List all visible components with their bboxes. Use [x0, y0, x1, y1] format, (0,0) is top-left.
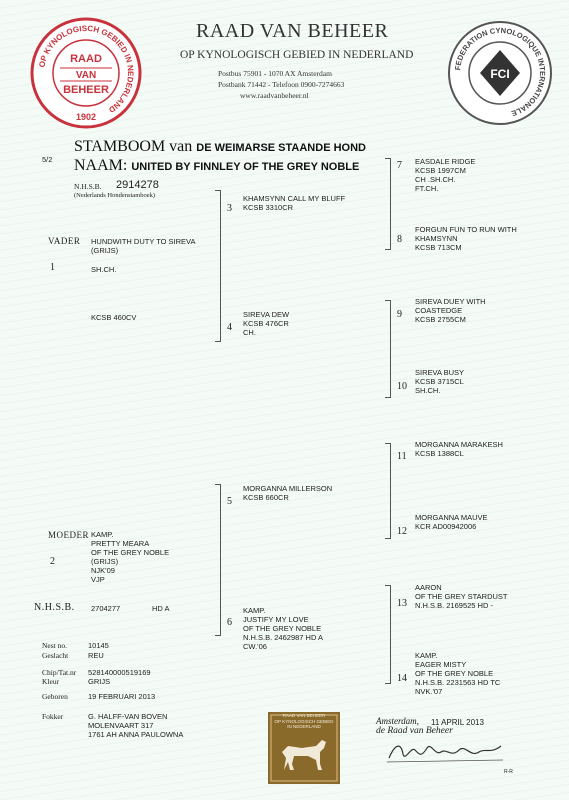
ggp-entry: MORGANNA MAUVE KCR AD00942006 — [415, 513, 488, 531]
ggp-entry: EASDALE RIDGE KCSB 1997CM CH .SH.CH. FT.CH. — [415, 157, 476, 193]
geboren-value: 19 FEBRUARI 2013 — [88, 692, 156, 701]
bracket-tick — [385, 443, 391, 444]
moeder-number: 2 — [50, 556, 55, 567]
bracket-tick — [385, 300, 391, 301]
chip-value: 528140000519169 — [88, 668, 151, 677]
ggp-entry: SIREVA BUSY KCSB 3715CL SH.CH. — [415, 368, 465, 395]
fokker-label: Fokker — [42, 712, 64, 721]
bracket-tick — [385, 158, 391, 159]
raad-van-beheer-seal — [30, 17, 142, 129]
vader-registration: KCSB 460CV — [91, 313, 137, 322]
kleur-label: Kleur — [42, 677, 60, 686]
logo-text: RAAD VAN BEHEER OP KYNOLOGISCH GEBIED IN NEDERLAND — [274, 713, 334, 729]
signature — [385, 736, 505, 766]
geslacht-label: Geslacht — [42, 651, 69, 660]
fci-ring-text: FEDERATION CYNOLOGIQUE INTERNATIONALE — [453, 25, 548, 119]
ggp-entry: SIREVA DUEY WITH COASTEDGE KCSB 2755CM — [415, 297, 486, 324]
geslacht-value: REU — [88, 651, 104, 660]
bracket-tick — [385, 683, 391, 684]
dog-name: UNITED BY FINNLEY OF THE GREY NOBLE — [131, 161, 360, 173]
sign-place: Amsterdam, — [376, 716, 419, 726]
nest-label: Nest no. — [42, 641, 67, 650]
moeder-hd: HD A — [152, 604, 170, 613]
fci-seal — [447, 20, 553, 126]
title-stamboom — [74, 138, 366, 156]
ggp-entry: KAMP. EAGER MISTY OF THE GREY NOBLE N.H.S.B. 2231563 HD TC NVK.'07 — [415, 651, 501, 696]
bracket-gp5 — [390, 443, 391, 539]
nhsb-full: (Nederlands Hondenstamboek) — [74, 192, 156, 199]
ggp-entry: FORGUN FUN TO RUN WITH KHAMSYNN KCSB 713CM — [415, 225, 517, 252]
moeder-nhsb-label: N.H.S.B. — [34, 602, 75, 613]
doc-code: R-R — [504, 769, 513, 775]
ggp-number: 8 — [397, 234, 402, 245]
seal-ring-text: OP KYNOLOGISCH GEBIED IN NEDERLAND — [37, 23, 136, 115]
vader-label: VADER — [48, 236, 81, 246]
org-address: Postbus 75901 - 1070 AX Amsterdam — [218, 69, 332, 78]
gp-number: 5 — [227, 496, 232, 507]
sign-date: 11 APRIL 2013 — [431, 718, 484, 727]
moeder-label: MOEDER — [48, 530, 89, 540]
seal-word-beheer: BEHEER — [63, 84, 109, 96]
org-phone: Postbank 71442 - Telefoon 0900-7274663 — [218, 80, 345, 89]
ggp-number: 12 — [397, 526, 407, 537]
nhsb-number: 2914278 — [116, 179, 159, 191]
geboren-label: Geboren — [42, 692, 68, 701]
gp-entry: MORGANNA MILLERSON KCSB 660CR — [243, 484, 333, 502]
gp-number: 6 — [227, 617, 232, 628]
breed-name: DE WEIMARSE STAANDE HOND — [196, 142, 366, 154]
bracket-tick — [215, 484, 221, 485]
ggp-entry: AARON OF THE GREY STARDUST N.H.S.B. 2169525 HD - — [415, 583, 508, 610]
bracket-tick — [385, 249, 391, 250]
bracket-gp6 — [390, 585, 391, 684]
org-title: RAAD VAN BEHEER — [196, 20, 389, 42]
nest-value: 10145 — [88, 641, 109, 650]
bracket-tick — [215, 635, 221, 636]
ggp-number: 10 — [397, 381, 407, 392]
ggp-number: 13 — [397, 598, 407, 609]
title-naam — [74, 157, 359, 175]
seal-word-raad: RAAD — [70, 53, 102, 65]
bracket-gp3 — [390, 158, 391, 250]
ggp-number: 7 — [397, 160, 402, 171]
moeder-name: KAMP. PRETTY MEARA OF THE GREY NOBLE (GRIJS) NJK'09 VJP — [91, 530, 170, 584]
chip-label: Chip/Tat.nr — [42, 668, 77, 677]
ggp-number: 11 — [397, 451, 407, 462]
ggp-number: 9 — [397, 309, 402, 320]
seal-year: 1902 — [75, 112, 97, 122]
org-website: www.raadvanbeheer.nl — [240, 91, 309, 100]
gp-entry: KHAMSYNN CALL MY BLUFF KCSB 3310CR — [243, 194, 346, 212]
org-subtitle: OP KYNOLOGISCH GEBIED IN NEDERLAND — [180, 49, 414, 61]
kleur-value: GRIJS — [88, 677, 111, 686]
bracket-tick — [385, 538, 391, 539]
gp-entry: SIREVA DEW KCSB 476CR CH. — [243, 310, 290, 337]
naam-label: NAAM: — [74, 157, 128, 174]
bracket-gp4 — [390, 300, 391, 398]
vader-number: 1 — [50, 262, 55, 273]
bracket-tick — [385, 585, 391, 586]
fokker-value: G. HALFF-VAN BOVEN MOLENVAART 317 1761 AH ANNA PAULOWNA — [88, 712, 184, 739]
bracket-tick — [215, 341, 221, 342]
gp-number: 3 — [227, 203, 232, 214]
stamboom-label: STAMBOOM van — [74, 138, 193, 155]
fci-center-text: FCI — [490, 67, 510, 81]
bracket-tick — [385, 397, 391, 398]
page-ref: 5/2 — [42, 155, 53, 164]
gp-number: 4 — [227, 322, 232, 333]
vader-name: HUNDWITH DUTY TO SIREVA (GRIJS) — [91, 237, 196, 255]
nhsb-label: N.H.S.B. — [74, 182, 102, 191]
bracket-vader — [220, 190, 221, 342]
bracket-moeder — [220, 484, 221, 636]
moeder-nhsb: 2704277 — [91, 604, 121, 613]
ggp-number: 14 — [397, 673, 407, 684]
ggp-entry: MORGANNA MARAKESH KCSB 1388CL — [415, 440, 503, 458]
seal-word-van: VAN — [75, 70, 97, 81]
signed-by: de Raad van Beheer — [376, 726, 453, 736]
bracket-tick — [215, 190, 221, 191]
gp-entry: KAMP. JUSTIFY MY LOVE OF THE GREY NOBLE N.H.S.B. 2462987 HD A CW.'06 — [243, 606, 324, 651]
vader-title: SH.CH. — [91, 265, 117, 274]
